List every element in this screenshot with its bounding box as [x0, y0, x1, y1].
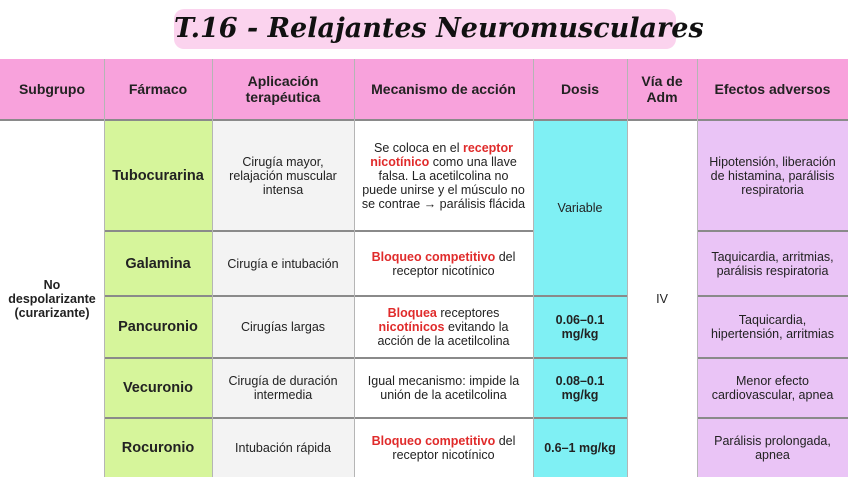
mechanism-text: del receptor nicotínico	[392, 434, 516, 462]
drug-name: Vecuronio	[104, 359, 212, 417]
row-divider	[104, 417, 627, 419]
app-cell: Intubación rápida	[212, 419, 354, 477]
mechanism-highlight: nicotínicos	[378, 320, 445, 334]
drug-name: Tubocurarina	[104, 121, 212, 230]
row-divider	[104, 230, 533, 232]
mechanism-highlight: Bloqueo competitivo	[371, 249, 496, 264]
header-aplicacion: Aplicación terapéutica	[212, 59, 354, 119]
mechanism-cell	[354, 121, 533, 230]
page-title: T.16 - Relajantes Neuromusculares	[174, 9, 676, 49]
header-subgrupo: Subgrupo	[0, 59, 104, 119]
app-cell: Cirugía mayor, relajación muscular intensa	[212, 121, 354, 230]
adverse-cell: Menor efecto cardiovascular, apnea	[697, 359, 848, 417]
adverse-cell: Taquicardia, hipertensión, arritmias	[697, 297, 848, 357]
mechanism-text: del receptor nicotínico	[392, 249, 516, 278]
mechanism-text: receptores	[436, 306, 500, 320]
subgroup-cell: No despolarizante (curarizante)	[0, 121, 104, 477]
column-divider	[533, 59, 534, 477]
header-mecanismo: Mecanismo de acción	[354, 59, 533, 119]
mechanism-cell	[354, 232, 533, 295]
header-farmaco: Fármaco	[104, 59, 212, 119]
mechanism-text: Se coloca en el	[374, 140, 463, 155]
drug-name: Rocuronio	[104, 419, 212, 477]
row-divider	[104, 295, 627, 297]
column-divider	[354, 59, 355, 477]
dose-cell: 0.08–0.1 mg/kg	[533, 359, 627, 417]
header-via: Vía de Adm	[627, 59, 697, 119]
adverse-cell: Parálisis prolongada, apnea	[697, 419, 848, 477]
column-divider	[627, 59, 628, 477]
dose-cell: Variable	[533, 121, 627, 295]
drug-name: Galamina	[104, 232, 212, 295]
mechanism-highlight: Bloquea	[387, 306, 437, 320]
row-divider	[0, 119, 848, 121]
dose-cell: 0.6–1 mg/kg	[533, 419, 627, 477]
title-bar	[0, 0, 848, 58]
drug-table	[0, 59, 848, 477]
mechanism-cell: Igual mecanismo: impide la unión de la acetilcolina	[354, 359, 533, 417]
adverse-cell: Hipotensión, liberación de histamina, parálisis respiratoria	[697, 121, 848, 230]
mechanism-cell	[354, 297, 533, 357]
column-divider	[697, 59, 698, 477]
via-cell: IV	[627, 121, 697, 477]
row-divider	[697, 417, 848, 419]
column-divider	[212, 59, 213, 477]
mechanism-highlight: receptor nicotínico	[370, 140, 513, 169]
dose-cell: 0.06–0.1 mg/kg	[533, 297, 627, 357]
app-cell: Cirugía de duración intermedia	[212, 359, 354, 417]
row-divider	[697, 230, 848, 232]
row-divider	[697, 295, 848, 297]
drug-name: Pancuronio	[104, 297, 212, 357]
mechanism-cell	[354, 419, 533, 477]
adverse-cell: Taquicardia, arritmias, parálisis respiratoria	[697, 232, 848, 295]
column-divider	[104, 59, 105, 477]
header-dosis: Dosis	[533, 59, 627, 119]
mechanism-text: evitando la acción de la acetilcolina	[377, 320, 510, 348]
row-divider	[697, 357, 848, 359]
mechanism-highlight: Bloqueo competitivo	[371, 434, 496, 448]
header-efectos: Efectos adversos	[697, 59, 848, 119]
row-divider	[104, 357, 627, 359]
app-cell: Cirugía e intubación	[212, 232, 354, 295]
app-cell: Cirugías largas	[212, 297, 354, 357]
mechanism-text: como una llave falsa. La acetilcolina no puede unirse y el músculo no se contrae → parálisis flácida	[361, 154, 526, 211]
